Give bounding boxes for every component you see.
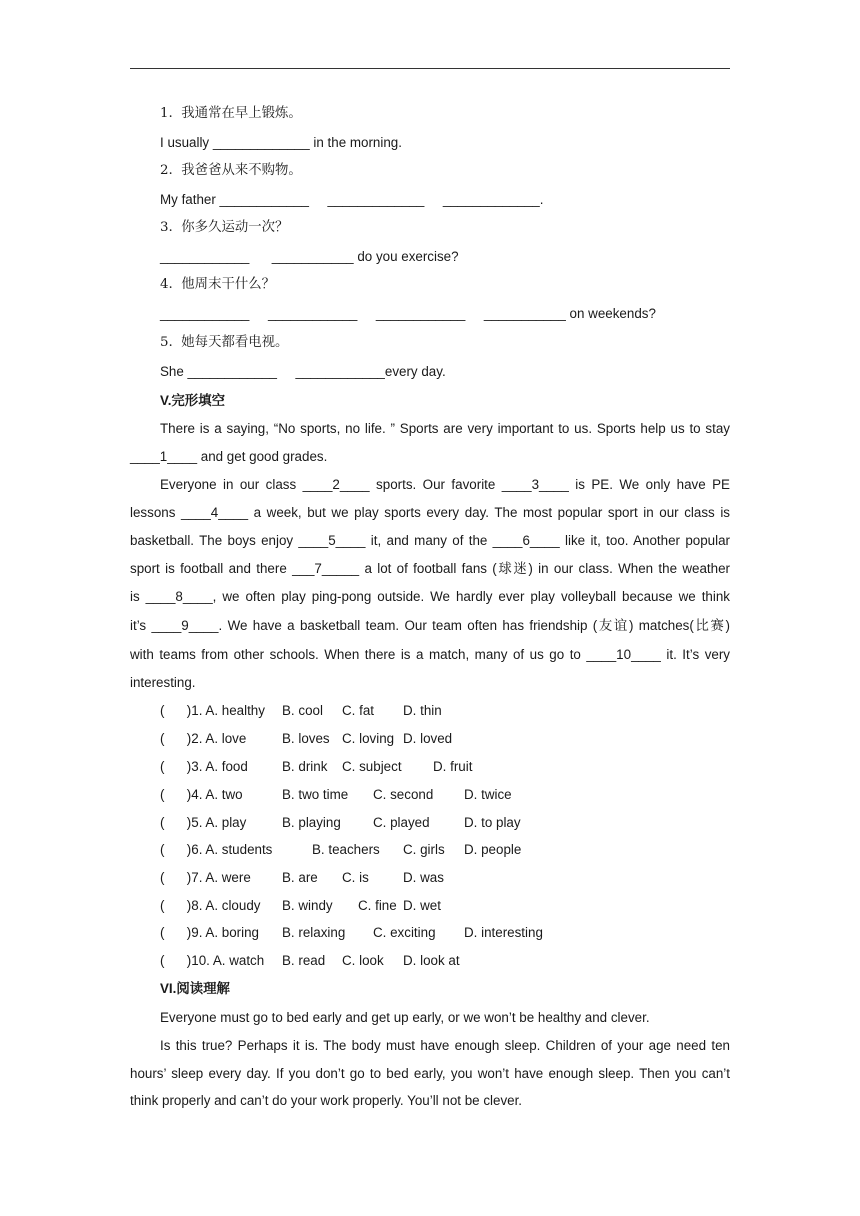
reading-paragraph-2-line-3: think properly and can’t do your work properly. You’ll not be clever. <box>130 1093 523 1108</box>
cloze-paragraph-2-line-1: Everyone in our class ____2____ sports. Our favorite ____3____ is PE. We only have PE <box>160 477 730 492</box>
cloze-paragraph-2-line-3: basketball. The boys enjoy ____5____ it, and many of the ____6____ like it, too. Another popular <box>130 533 730 548</box>
cloze-paragraph-2-line-5: is ____8____, we often play ping-pong outside. We hardly ever play volleyball because we think <box>130 589 730 604</box>
translation-item-4-chinese: 4. 他周末干什么？ <box>160 277 276 292</box>
reading-paragraph-1: Everyone must go to bed early and get up early, or we won’t be healthy and clever. <box>160 1010 650 1025</box>
question-7-option-b: B. are <box>282 870 318 885</box>
question-4-number-and-option-a: ( )4. A. two <box>160 787 243 802</box>
question-8-option-c: C. fine <box>358 898 397 913</box>
question-6-option-d: D. people <box>464 842 522 857</box>
reading-paragraph-2-line-1: Is this true? Perhaps it is. The body must have enough sleep. Children of your age need ten <box>160 1038 730 1053</box>
question-7-option-d: D. was <box>403 870 444 885</box>
translation-item-1-english: I usually _____________ in the morning. <box>160 135 402 150</box>
question-1-option-c: C. fat <box>342 703 374 718</box>
translation-item-5-chinese: 5. 她每天都看电视。 <box>160 335 289 350</box>
reading-heading: VI.阅读理解 <box>160 981 230 996</box>
cloze-heading: V.完形填空 <box>160 393 225 408</box>
question-4-option-c: C. second <box>373 787 434 802</box>
question-8-option-d: D. wet <box>403 898 441 913</box>
cloze-paragraph-2-line-6: it’s ____9____. We have a basketball team. Our team often has friendship (友谊) matches(比赛) <box>130 618 730 633</box>
question-3-option-d: D. fruit <box>433 759 473 774</box>
cloze-paragraph-2-line-7: with teams from other schools. When there is a match, many of us go to ____10____ it. It’s very <box>130 647 730 662</box>
translation-item-1-chinese: 1. 我通常在早上锻炼。 <box>160 106 302 121</box>
translation-item-5-english: She ____________ ____________every day. <box>160 364 446 379</box>
question-6-option-c: C. girls <box>403 842 445 857</box>
question-7-option-c: C. is <box>342 870 369 885</box>
translation-item-2-chinese: 2. 我爸爸从来不购物。 <box>160 163 302 178</box>
question-9-option-d: D. interesting <box>464 925 543 940</box>
translation-item-2-english: My father ____________ _____________ _____________. <box>160 192 544 207</box>
question-4-option-d: D. twice <box>464 787 512 802</box>
header-rule <box>130 68 730 69</box>
question-2-option-d: D. loved <box>403 731 453 746</box>
question-1-number-and-option-a: ( )1. A. healthy <box>160 703 265 718</box>
cloze-paragraph-2-line-4: sport is football and there ___7_____ a lot of football fans (球迷) in our class. When the weather <box>130 561 730 576</box>
question-4-option-b: B. two time <box>282 787 349 802</box>
question-3-option-c: C. subject <box>342 759 402 774</box>
question-10-option-b: B. read <box>282 953 326 968</box>
question-1-option-d: D. thin <box>403 703 442 718</box>
question-5-number-and-option-a: ( )5. A. play <box>160 815 247 830</box>
question-3-option-b: B. drink <box>282 759 328 774</box>
cloze-paragraph-2-line-8: interesting. <box>130 675 196 690</box>
question-5-option-d: D. to play <box>464 815 521 830</box>
cloze-paragraph-1-line-2: ____1____ and get good grades. <box>130 449 328 464</box>
translation-item-4-english: ____________ ____________ ____________ ___________ on weekends? <box>160 306 656 321</box>
question-8-option-b: B. windy <box>282 898 333 913</box>
question-3-number-and-option-a: ( )3. A. food <box>160 759 248 774</box>
question-7-number-and-option-a: ( )7. A. were <box>160 870 251 885</box>
translation-item-3-chinese: 3. 你多久运动一次？ <box>160 220 289 235</box>
reading-paragraph-2-line-2: hours’ sleep every day. If you don’t go to bed early, you won’t have enough sleep. Then you can’t <box>130 1066 730 1081</box>
question-9-option-c: C. exciting <box>373 925 436 940</box>
question-10-option-c: C. look <box>342 953 384 968</box>
question-5-option-c: C. played <box>373 815 430 830</box>
question-1-option-b: B. cool <box>282 703 323 718</box>
question-2-option-c: C. loving <box>342 731 395 746</box>
question-9-number-and-option-a: ( )9. A. boring <box>160 925 259 940</box>
translation-item-3-english: ____________ ___________ do you exercise? <box>160 249 459 264</box>
question-6-number-and-option-a: ( )6. A. students <box>160 842 273 857</box>
question-10-number-and-option-a: ( )10. A. watch <box>160 953 265 968</box>
question-10-option-d: D. look at <box>403 953 460 968</box>
cloze-paragraph-2-line-2: lessons ____4____ a week, but we play sports every day. The most popular sport in our class is <box>130 505 730 520</box>
cloze-paragraph-1-line-1: There is a saying, “No sports, no life. ” Sports are very important to us. Sports help us to stay <box>160 421 730 436</box>
question-9-option-b: B. relaxing <box>282 925 346 940</box>
question-6-option-b: B. teachers <box>312 842 380 857</box>
question-2-number-and-option-a: ( )2. A. love <box>160 731 247 746</box>
question-5-option-b: B. playing <box>282 815 341 830</box>
question-8-number-and-option-a: ( )8. A. cloudy <box>160 898 261 913</box>
question-2-option-b: B. loves <box>282 731 330 746</box>
